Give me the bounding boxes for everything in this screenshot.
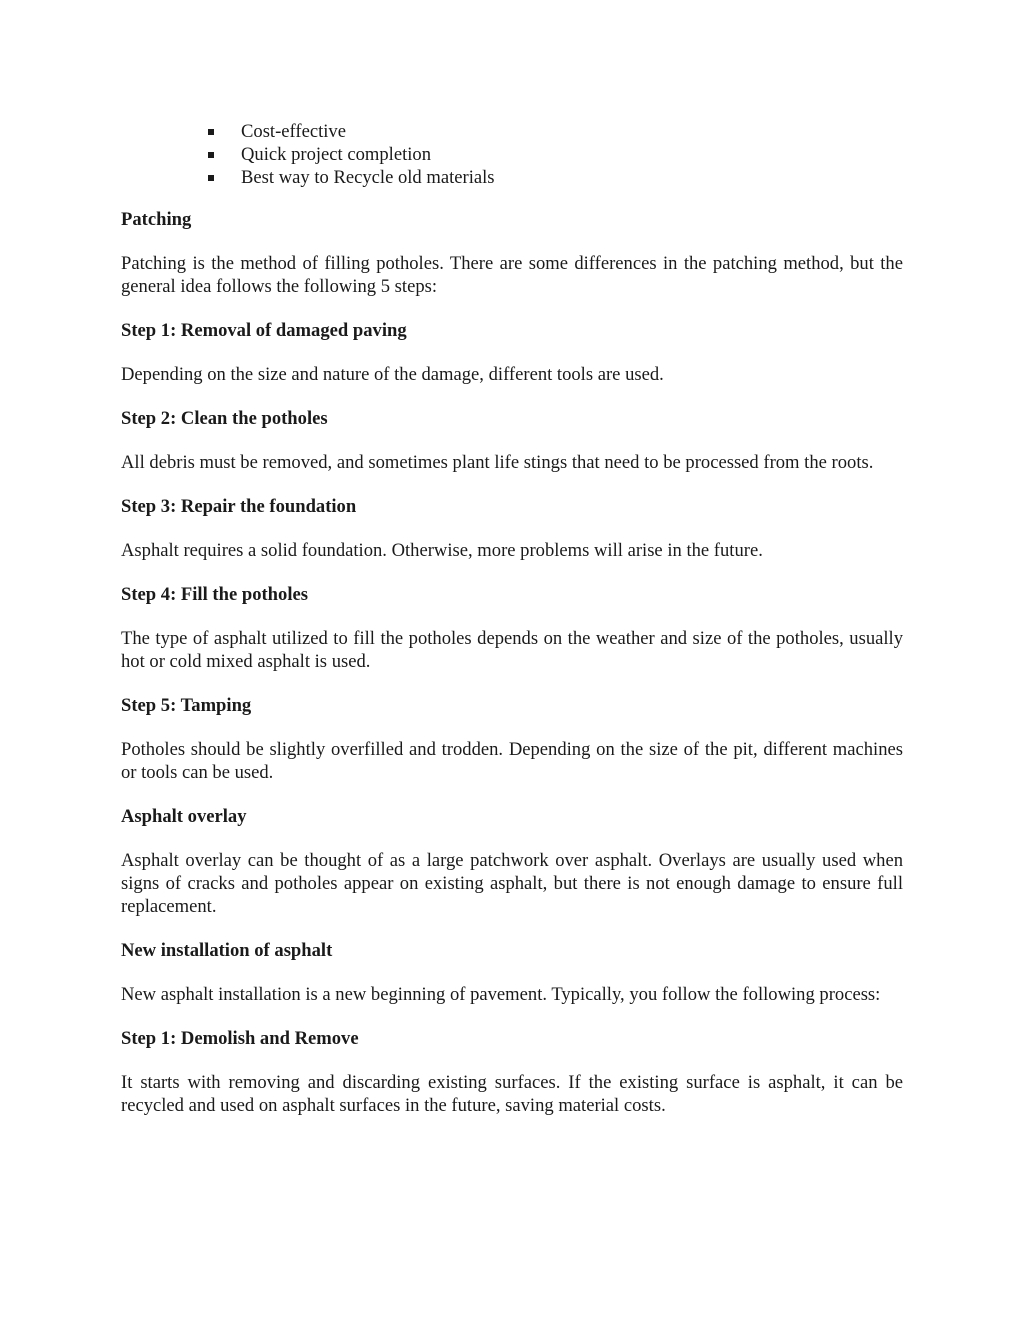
section-paragraph-step-2: All debris must be removed, and sometimes plant life stings that need to be processed from the roots. [121,452,874,473]
list-item [121,143,903,166]
section-paragraph-demolish-remove: It starts with removing and discarding existing surfaces. If the existing surface is asphalt, it can be recycled and used on asphalt surfaces in the future, saving material costs. [121,1072,903,1116]
section-paragraph-step-1: Depending on the size and nature of the damage, different tools are used. [121,364,664,385]
section-paragraph-step-4: The type of asphalt utilized to fill the potholes depends on the weather and size of the potholes, usually hot or cold mixed asphalt is used. [121,628,903,672]
section-heading-new-installation: New installation of asphalt [121,940,333,961]
section-paragraph-asphalt-overlay: Asphalt overlay can be thought of as a large patchwork over asphalt. Overlays are usually used when signs of cracks and potholes appear on existing asphalt, but there is not enough damage to ensure full replacement. [121,850,903,917]
section-heading-asphalt-overlay: Asphalt overlay [121,806,247,827]
list-item-text: Best way to Recycle old materials [241,167,495,188]
section-heading-step-5: Step 5: Tamping [121,695,252,716]
list-item-text: Cost-effective [241,121,346,142]
section-heading-demolish-remove: Step 1: Demolish and Remove [121,1028,359,1049]
list-item [121,120,903,143]
section-heading-step-4: Step 4: Fill the potholes [121,584,308,605]
section-paragraph-step-5: Potholes should be slightly overfilled and trodden. Depending on the size of the pit, different machines or tools can be used. [121,739,903,783]
section-paragraph-patching: Patching is the method of filling potholes. There are some differences in the patching method, but the general idea follows the following 5 steps: [121,253,903,297]
section-heading-patching: Patching [121,209,192,230]
document-page [121,120,903,1138]
section-heading-step-3: Step 3: Repair the foundation [121,496,357,517]
section-paragraph-step-3: Asphalt requires a solid foundation. Otherwise, more problems will arise in the future. [121,540,763,561]
list-item [121,166,903,189]
square-bullet-icon [208,175,214,181]
square-bullet-icon [208,152,214,158]
square-bullet-icon [208,129,214,135]
benefits-list [121,120,903,189]
list-item-text: Quick project completion [241,144,432,165]
section-heading-step-1: Step 1: Removal of damaged paving [121,320,407,341]
section-heading-step-2: Step 2: Clean the potholes [121,408,328,429]
section-paragraph-new-installation: New asphalt installation is a new beginning of pavement. Typically, you follow the following process: [121,984,881,1005]
